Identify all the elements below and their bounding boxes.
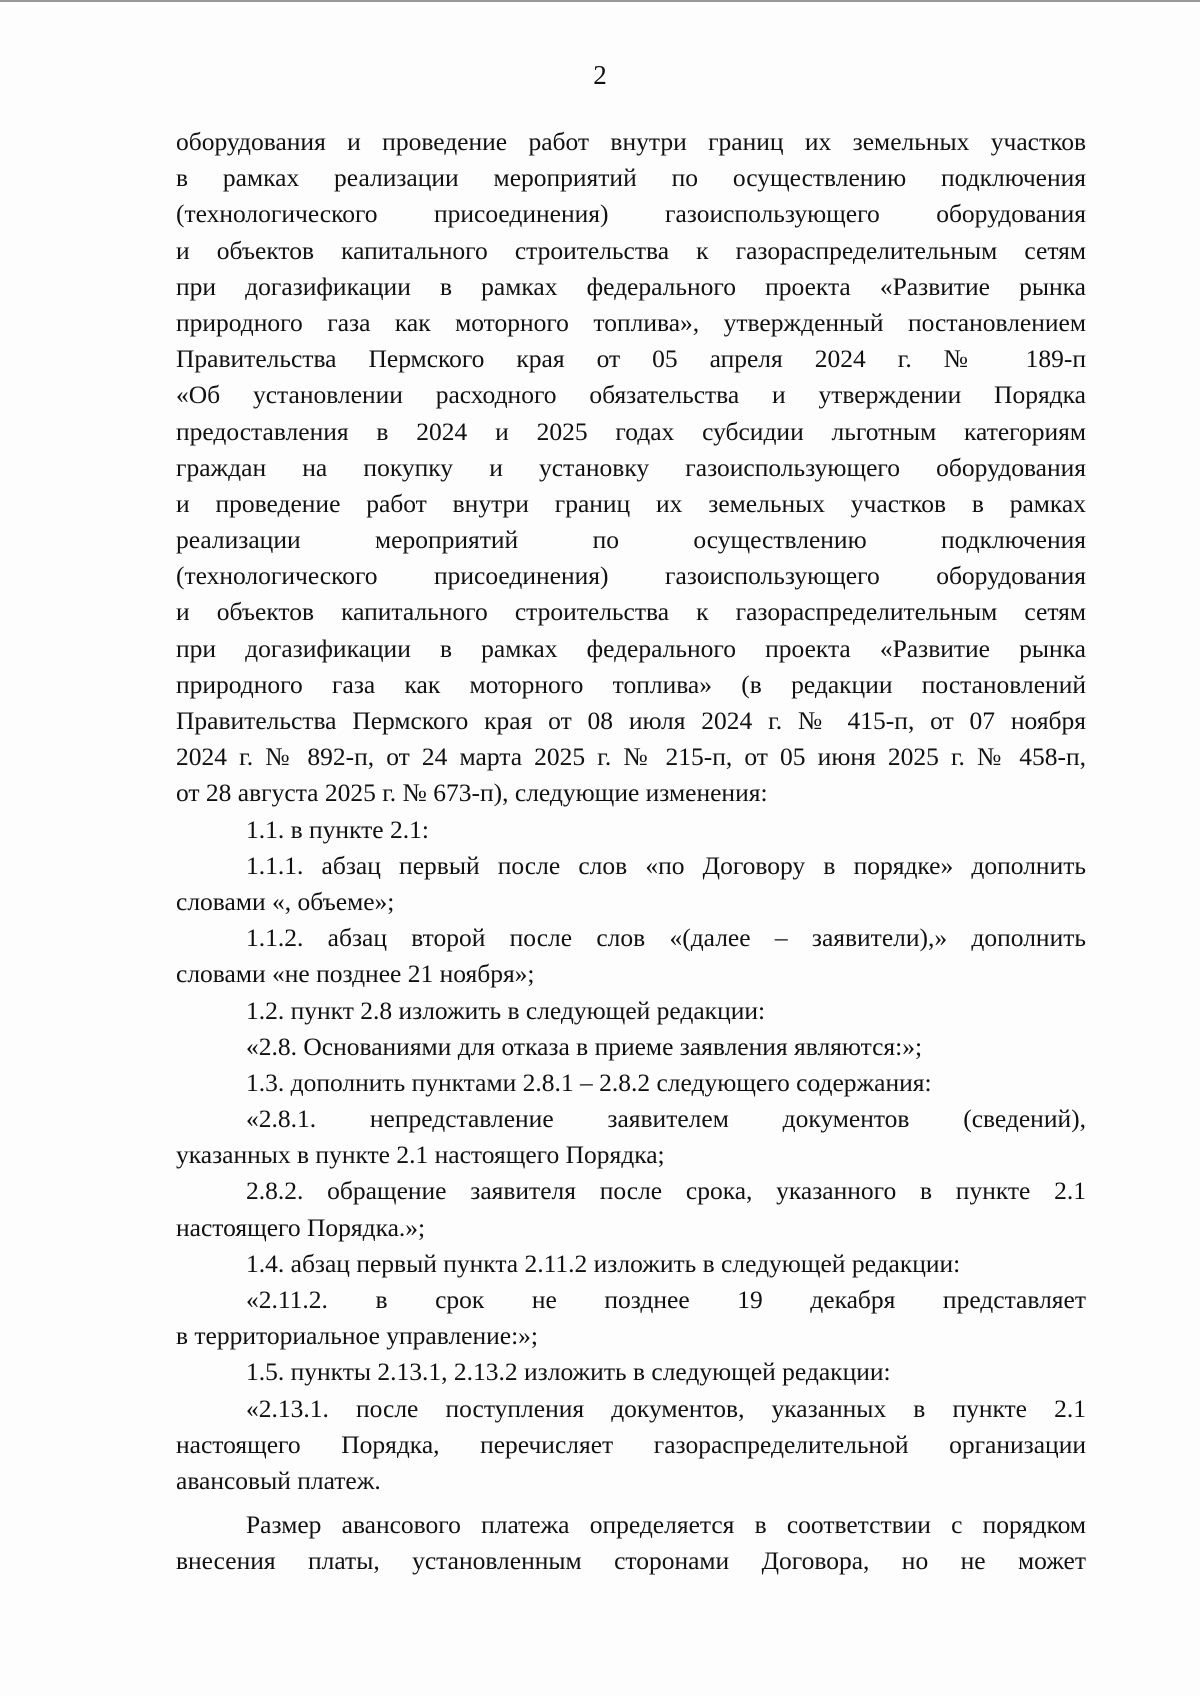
text-line: 2024 г. № 892-п, от 24 марта 2025 г. № 215-п, от 05 июня 2025 г. № 458-п, <box>176 742 1086 772</box>
text-line: (технологического присоединения) газоиспользующего оборудования <box>176 199 1086 229</box>
text-line: «2.8. Основаниями для отказа в приеме заявления являются:»; <box>246 1031 923 1061</box>
text-line: «2.8.1. непредставление заявителем документов (сведений), <box>246 1104 1086 1134</box>
text-line: граждан на покупку и установку газоиспользующего оборудования <box>176 452 1086 482</box>
text-line: внесения платы, установленным сторонами Договора, но не может <box>176 1546 1086 1576</box>
text-line: Правительства Пермского края от 05 апреля 2024 г. № 189-п <box>176 344 1086 374</box>
text-line: настоящего Порядка, перечисляет газораспределительной организации <box>176 1429 1086 1459</box>
text-line: предоставления в 2024 и 2025 годах субсидии льготным категориям <box>176 416 1086 446</box>
text-line: 1.1.1. абзац первый после слов «по Договору в порядке» дополнить <box>246 850 1086 880</box>
text-line: природного газа как моторного топлива», утвержденный постановлением <box>176 307 1086 337</box>
text-line: реализации мероприятий по осуществлению подключения <box>176 525 1086 555</box>
text-line: при догазификации в рамках федерального проекта «Развитие рынка <box>176 271 1086 301</box>
text-line: в территориальное управление:»; <box>176 1321 539 1351</box>
text-line: от 28 августа 2025 г. № 673-п), следующие изменения: <box>176 778 768 808</box>
text-line: указанных в пункте 2.1 настоящего Порядка; <box>176 1140 665 1170</box>
text-line: и проведение работ внутри границ их земельных участков в рамках <box>176 488 1086 518</box>
text-line: 1.3. дополнить пунктами 2.8.1 – 2.8.2 следующего содержания: <box>246 1067 932 1097</box>
text-line: природного газа как моторного топлива» (в редакции постановлений <box>176 669 1086 699</box>
paragraph-gap <box>176 1499 1086 1507</box>
text-line: 2.8.2. обращение заявителя после срока, указанного в пункте 2.1 <box>246 1176 1086 1206</box>
text-line: в рамках реализации мероприятий по осуществлению подключения <box>176 163 1086 193</box>
document-body <box>176 124 1086 1580</box>
text-line: (технологического присоединения) газоиспользующего оборудования <box>176 561 1086 591</box>
text-line: 1.2. пункт 2.8 изложить в следующей редакции: <box>246 995 766 1025</box>
text-line: 1.5. пункты 2.13.1, 2.13.2 изложить в следующей редакции: <box>246 1357 891 1387</box>
text-line: авансовый платеж. <box>176 1465 381 1495</box>
text-line: 1.1.2. абзац второй после слов «(далее – заявители),» дополнить <box>246 923 1086 953</box>
text-line: и объектов капитального строительства к газораспределительным сетям <box>176 597 1086 627</box>
text-line: и объектов капитального строительства к газораспределительным сетям <box>176 235 1086 265</box>
text-line: Правительства Пермского края от 08 июля 2024 г. № 415-п, от 07 ноября <box>176 706 1086 735</box>
text-line: словами «, объеме»; <box>176 886 395 916</box>
page-number: 2 <box>593 60 607 90</box>
text-line: при догазификации в рамках федерального проекта «Развитие рынка <box>176 633 1086 663</box>
text-line: 1.4. абзац первый пункта 2.11.2 изложить в следующей редакции: <box>246 1248 961 1278</box>
scan-edge <box>0 0 1200 2</box>
text-line: словами «не позднее 21 ноября»; <box>176 959 535 989</box>
text-line: «Об установлении расходного обязательства и утверждении Порядка <box>176 380 1086 410</box>
text-line: 1.1. в пункте 2.1: <box>246 814 429 844</box>
text-line: настоящего Порядка.»; <box>176 1212 426 1242</box>
text-line: «2.11.2. в срок не позднее 19 декабря представляет <box>246 1285 1086 1314</box>
text-line: Размер авансового платежа определяется в соответствии с порядком <box>246 1510 1086 1540</box>
text-line: оборудования и проведение работ внутри границ их земельных участков <box>176 127 1086 156</box>
text-line: «2.13.1. после поступления документов, указанных в пункте 2.1 <box>246 1393 1086 1423</box>
